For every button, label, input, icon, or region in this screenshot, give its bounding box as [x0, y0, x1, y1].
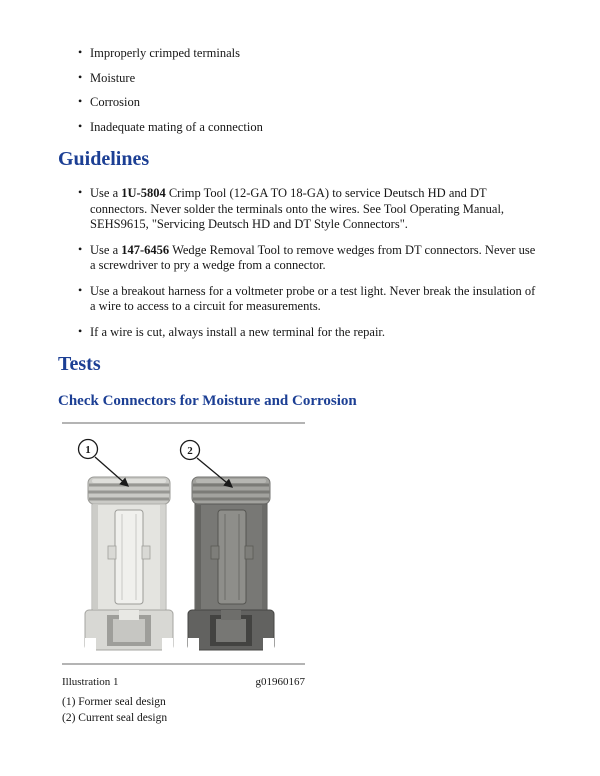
connector-cap-1: [88, 477, 170, 504]
legend-line-2: (2) Current seal design: [62, 712, 168, 724]
list-item: • Inadequate mating of a connection: [78, 120, 542, 136]
section-heading-tests: Tests: [58, 353, 101, 375]
illustration-label: Illustration 1: [62, 676, 119, 688]
bullet-text: Wedge Removal Tool to remove wedges from DT connectors. Never use a screwdriver to pry a wedge from a connector.: [90, 242, 536, 272]
list-item: [78, 186, 542, 233]
guidelines-bullet-list: [58, 186, 548, 340]
connector-base-2: [188, 610, 274, 651]
list-item: [78, 243, 542, 274]
illustration-code: g01960167: [255, 676, 305, 688]
bullet-text: Use a: [90, 242, 122, 257]
bullet-text: If a wire is cut, always install a new terminal for the repair.: [90, 324, 386, 339]
subsection-heading-check-connectors: Check Connectors for Moisture and Corrosion: [58, 393, 357, 409]
list-item: • Corrosion: [78, 95, 542, 111]
part-number: 147-6456: [121, 242, 170, 257]
list-item: • Moisture: [78, 71, 542, 87]
figure-legend: [62, 695, 305, 726]
callout-1-number: 1: [85, 444, 91, 456]
connector-current-seal: [188, 477, 274, 651]
legend-line-1: (1) Former seal design: [62, 696, 166, 708]
bullet-text: Use a: [90, 186, 122, 200]
bullet-text: Use a breakout harness for a voltmeter probe or a test light. Never break the insulation of a wire to access to a circuit for measurements.: [90, 283, 536, 313]
connector-base-1: [85, 610, 173, 651]
connector-cap-2: [192, 477, 270, 504]
bullet-text: Crimp Tool (12-GA TO 18-GA) to service Deutsch HD and DT connectors. Never solder the terminals onto the wires. See Tool Operating Manual, SEHS9615, "Servicing Deutsch HD and DT Style Connectors".: [90, 186, 505, 231]
list-item: [78, 284, 542, 315]
part-number: 1U-5804: [121, 186, 166, 200]
connector-illustration: [62, 416, 305, 668]
section-heading-guidelines: Guidelines: [58, 148, 150, 170]
list-item: [78, 325, 542, 341]
list-item: • Improperly crimped terminals: [78, 46, 542, 62]
connector-body-2: [195, 504, 267, 610]
illustration-figure: [62, 416, 305, 726]
intro-bullet-list: [58, 46, 548, 135]
figure-caption-row: [62, 676, 305, 689]
callout-2-number: 2: [187, 445, 193, 457]
connector-former-seal: [85, 477, 173, 651]
connector-body-1: [92, 504, 166, 610]
